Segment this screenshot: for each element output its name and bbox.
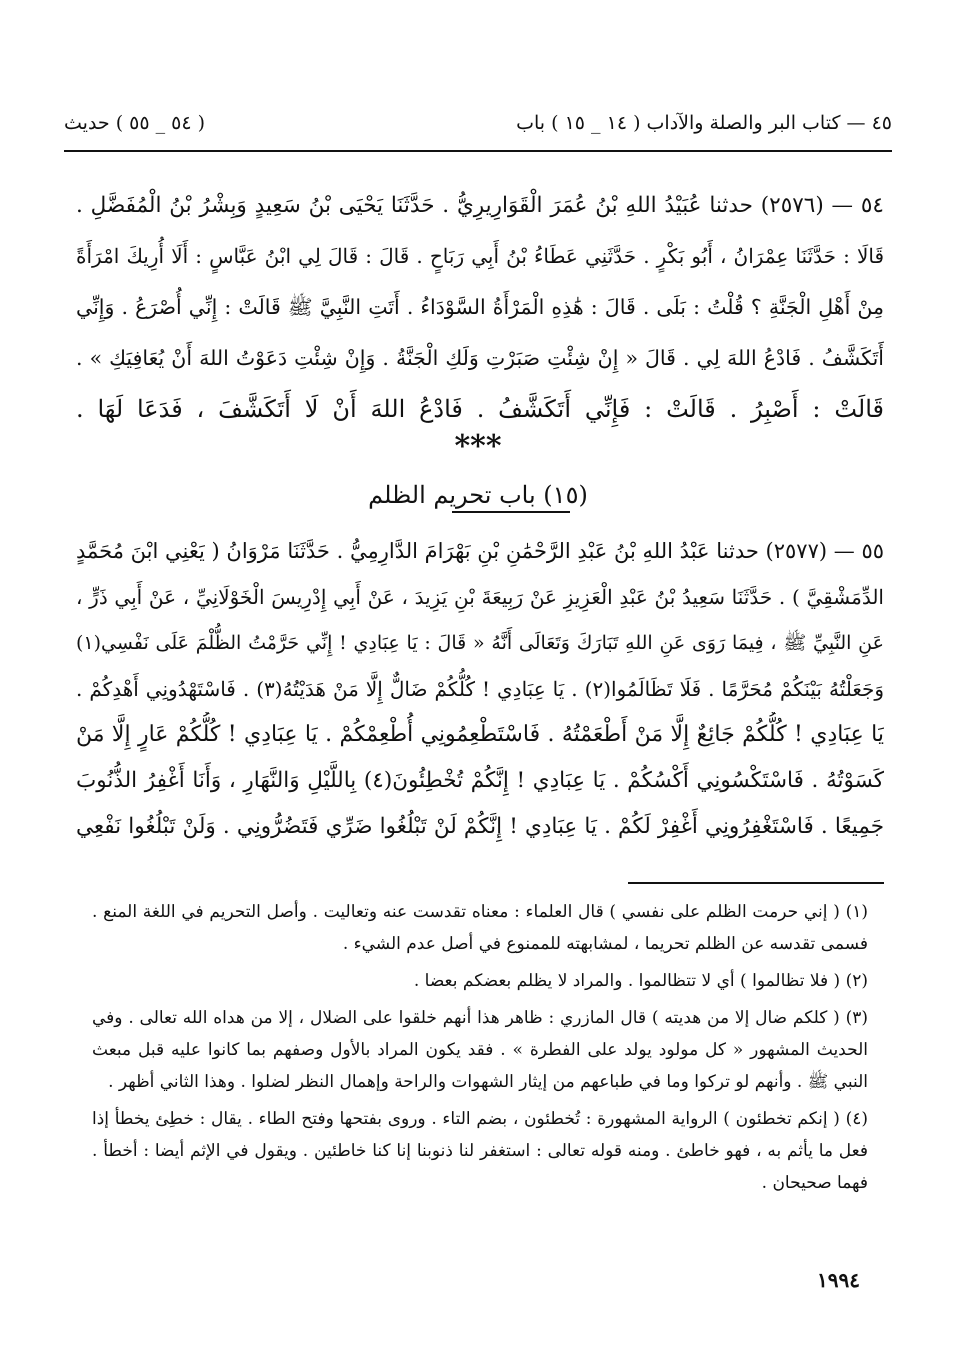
footnote-divider [628, 882, 884, 884]
hadith-55 [76, 528, 884, 850]
footnote-1: (١) ( إني حرمت الظلم على نفسي ) قال العلماء : معناه تقدست عنه وتعاليت . وأصل التحريم في اللغة المنع . فسمى تقدسه عن الظلم تحريما ، لمشابهته للممنوع في أصل عدم الشيء . [92, 902, 868, 954]
text-line: مِنْ أَهْلِ الْجَنَّةِ ؟ قُلْتُ : بَلَى . قَالَ : هَٰذِهِ الْمَرْأَةُ السَّوْدَاءُ . أَتَتِ النَّبِيَّ ﷺ قَالَتْ : إِنِّي أُصْرَعُ . وَإِنِّي [76, 295, 884, 319]
chapter-title: (١٥) باب تحريم الظلم [368, 481, 588, 509]
text-line: ٥٥ — (٢٥٧٧) حدثنا عَبْدُ اللهِ بْنُ عَبْدِ الرَّحْمَٰنِ بْنِ بَهْرَامَ الدَّارِمِيُّ . حَدَّثَنَا مَرْوَانُ ( يَعْنِي ابْنَ مُحَمَّدٍ [76, 539, 884, 563]
footnotes [92, 896, 868, 1204]
header-hadith-range: ( ٥٤ _ ٥٥ ) حديث [64, 112, 206, 134]
header-book-chapter: ٤٥ — كتاب البر والصلة والآداب ( ١٤ _ ١٥ ) باب [516, 112, 892, 134]
chapter-title-underline [452, 511, 570, 513]
text-line: وَجَعَلْتُهُ بَيْنَكُمْ مُحَرَّمًا . فَلَا تَظَالَمُوا(٢) . يَا عِبَادِي ! كُلُّكُمْ ضَالٌّ إِلَّا مَنْ هَدَيْتُهُ(٣) . فَاسْتَهْدُونِي أَهْدِكُمْ . [76, 677, 884, 701]
running-header [64, 98, 892, 148]
footnote-3: (٣) ( كلكم ضال إلا من هديته ) قال المازري : ظاهر هذا أنهم خلقوا على الضلال ، إلا من هداه الله تعالى . وفي الحديث المشهور « كل مولود يولد على الفطرة » . فقد يكون المراد بالأول وصفهم بما كانوا عليه قبل مبعث النبي ﷺ . وأنهم لو تركوا وما في طباعهم من إيثار الشهوات والراحة وإهمال النظر لضلوا . وهذا الثاني أظهر . [92, 1008, 868, 1092]
text-line: قَالَتْ : أَصْبِرُ . قَالَتْ : فَإِنِّي أَتَكَشَّفُ . فَادْعُ اللهَ أَنْ لَا أَتَكَشَّفَ ، فَدَعَا لَهَا . [76, 395, 884, 423]
text-line: ٥٤ — (٢٥٧٦) حدثنا عُبَيْدُ اللهِ بْنُ عُمَرَ الْقَوَارِيرِيُّ . حَدَّثَنَا يَحْيَى بْنُ سَعِيدٍ وَبِشْرُ بْنُ الْمُفَضَّلِ . [76, 193, 884, 218]
text-line: عَنِ النَّبِيِّ ﷺ ، فِيمَا رَوَى عَنِ اللهِ تَبَارَكَ وَتَعَالَى أَنَّهُ « قَالَ : يَا عِبَادِي ! إِنِّي حَرَّمْتُ الظُّلْمَ عَلَى نَفْسِي(١) [76, 632, 884, 654]
text-line: يَا عِبَادِي ! كُلُّكُمْ جَائِعٌ إِلَّا مَنْ أَطْعَمْتُهُ . فَاسْتَطْعِمُونِي أُطْعِمْكُمْ . يَا عِبَادِي ! كُلُّكُمْ عَارٍ إِلَّا مَنْ [76, 722, 884, 747]
text-line: كَسَوْتُهُ . فَاسْتَكْسُونِي أَكْسُكُمْ . يَا عِبَادِي ! إِنَّكُمْ تُخْطِئُونَ(٤) بِاللَّيْلِ وَالنَّهَارِ ، وَأَنَا أَغْفِرُ الذُّنُوبَ [76, 768, 884, 793]
hadith-54 [76, 180, 884, 435]
text-line: أَتَكَشَّفُ . فَادْعُ اللهَ لِي . قَالَ « إِنْ شِئْتِ صَبَرْتِ وَلَكِ الْجَنَّةُ . وَإِنْ شِئْتِ دَعَوْتُ اللهَ أَنْ يُعَافِيَكِ » . [76, 346, 884, 370]
header-divider [64, 150, 892, 152]
text-line: قَالَا : حَدَّثَنَا عِمْرَانُ ، أَبُو بَكْرٍ . حَدَّثَنِي عَطَاءُ بْنُ أَبِي رَبَاحٍ . قَالَ : قَالَ لِي ابْنُ عَبَّاسٍ : أَلَا أُرِيكَ امْرَأَةً [76, 244, 884, 268]
footnote-4: (٤) ( إنكم تخطئون ) الرواية المشهورة : تُخطئون ، بضم التاء . وروى بفتحها وفتح الطاء . يقال : خطِئ يخطأ إذا فعل ما يأثم به ، فهو خاطئ . ومنه قوله تعالى : استغفر لنا ذنوبنا إنا كنا خاطئين . ويقول في الإثم أيضا : أخطأ . فهما صحيحان . [92, 1109, 868, 1193]
section-separator: *** [454, 429, 502, 464]
text-line: جَمِيعًا . فَاسْتَغْفِرُونِي أَغْفِرْ لَكُمْ . يَا عِبَادِي ! إِنَّكُمْ لَنْ تَبْلُغُوا ضَرِّي فَتَضُرُّونِي . وَلَنْ تَبْلُغُوا نَفْعِي [76, 814, 884, 839]
text-line: الدِّمَشْقِيَّ ) . حَدَّثَنَا سَعِيدُ بْنُ عَبْدِ الْعَزِيزِ عَنْ رَبِيعَةَ بْنِ يَزِيدَ ، عَنْ أَبِي إِدْرِيسَ الْخَوْلَانِيِّ ، عَنْ أَبِي ذَرٍّ ، [76, 585, 884, 609]
footnote-2: (٢) ( فلا تظالموا ) أي لا تتظالموا . والمراد لا يظلم بعضكم بعضا . [413, 971, 868, 991]
page-number: ١٩٩٤ [817, 1268, 860, 1292]
